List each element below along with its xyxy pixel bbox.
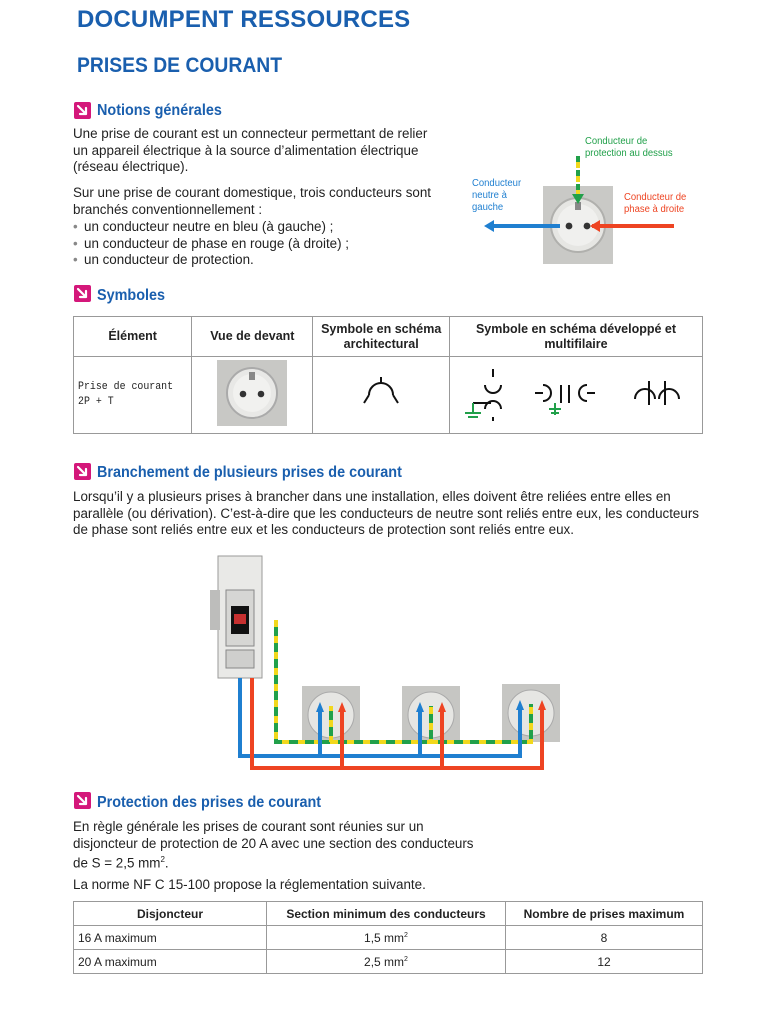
developed-multiwire-symbols [451, 363, 701, 423]
socket-front-image [217, 360, 287, 426]
notions-paragraph-2: Sur une prise de courant domestique, trois conducteurs sont branchés conventionnellement : [73, 185, 432, 217]
protection-paragraph-2: La norme NF C 15-100 propose la réglementation suivante. [73, 877, 426, 892]
table-header: Disjoncteur [74, 902, 267, 926]
section-arrow-icon [74, 463, 91, 480]
branchement-paragraph: Lorsqu’il y a plusieurs prises à brancher dans une installation, elles doivent être reliées entre elles en parallèle (ou dérivation). C’est-à-dire que les conducteurs de neutre sont reliés entre eux, les conducteurs de phase sont reliés entre eux et les conducteurs de protection sont reliés entre eux. [73, 489, 699, 538]
architectural-symbol-cell [313, 357, 450, 434]
list-item: • un conducteur de protection. [73, 252, 254, 268]
table-row [74, 357, 703, 434]
protection-heading: Protection des prises de courant [97, 794, 322, 811]
developed-symbol-cell [450, 357, 703, 434]
list-item: • un conducteur de phase en rouge (à droite) ; [73, 235, 350, 251]
table-row: 20 A maximum 2,5 $mm^2$ 12 [74, 950, 703, 974]
list-item: • un conducteur neutre en bleu (à gauche) ; [73, 219, 334, 234]
label-neutral: Conducteur neutre à gauche [472, 178, 522, 213]
label-protection: Conducteur de protection au dessus [585, 136, 673, 159]
notions-bullet-list [73, 219, 433, 269]
table-header: Nombre de prises maximum [506, 902, 703, 926]
table-header: Section minimum des conducteurs [267, 902, 506, 926]
symboles-heading: Symboles [97, 287, 166, 304]
wiring-diagram [200, 546, 570, 778]
branchement-heading: Branchement de plusieurs prises de courant [97, 464, 402, 481]
table-header: Symbole en schéma développé et multifilaire [450, 317, 703, 357]
regulation-table [73, 901, 703, 974]
front-view-cell [192, 357, 313, 434]
label-phase: Conducteur de phase à droite [624, 192, 687, 215]
architectural-socket-symbol [361, 373, 401, 413]
wiring-diagram-figure [200, 546, 570, 778]
document-title: DOCUMPENT RESSOURCES [77, 6, 411, 33]
section-arrow-icon [74, 285, 91, 302]
table-row: 16 A maximum 1,5 $mm^2$ 8 [74, 926, 703, 950]
notions-paragraph-1: Une prise de courant est un connecteur permettant de relier un appareil électrique à la source d’alimentation électrique (réseau électrique). [73, 126, 428, 175]
page-title: PRISES DE COURANT [77, 54, 283, 77]
table-header: Symbole en schéma architectural [313, 317, 450, 357]
section-arrow-icon [74, 792, 91, 809]
notions-heading: Notions générales [97, 102, 222, 119]
table-header: Vue de devant [192, 317, 313, 357]
section-arrow-icon [74, 102, 91, 119]
symbols-table [73, 316, 703, 434]
socket-diagram [468, 134, 708, 269]
table-header: Élément [74, 317, 192, 357]
element-cell: Prise de courant 2P + T [74, 357, 192, 434]
protection-paragraph-1: En règle générale les prises de courant sont réunies sur un disjoncteur de protection de 20 A avec une section des conducteurs de S = 2,5 $mm^2$. [73, 819, 474, 871]
